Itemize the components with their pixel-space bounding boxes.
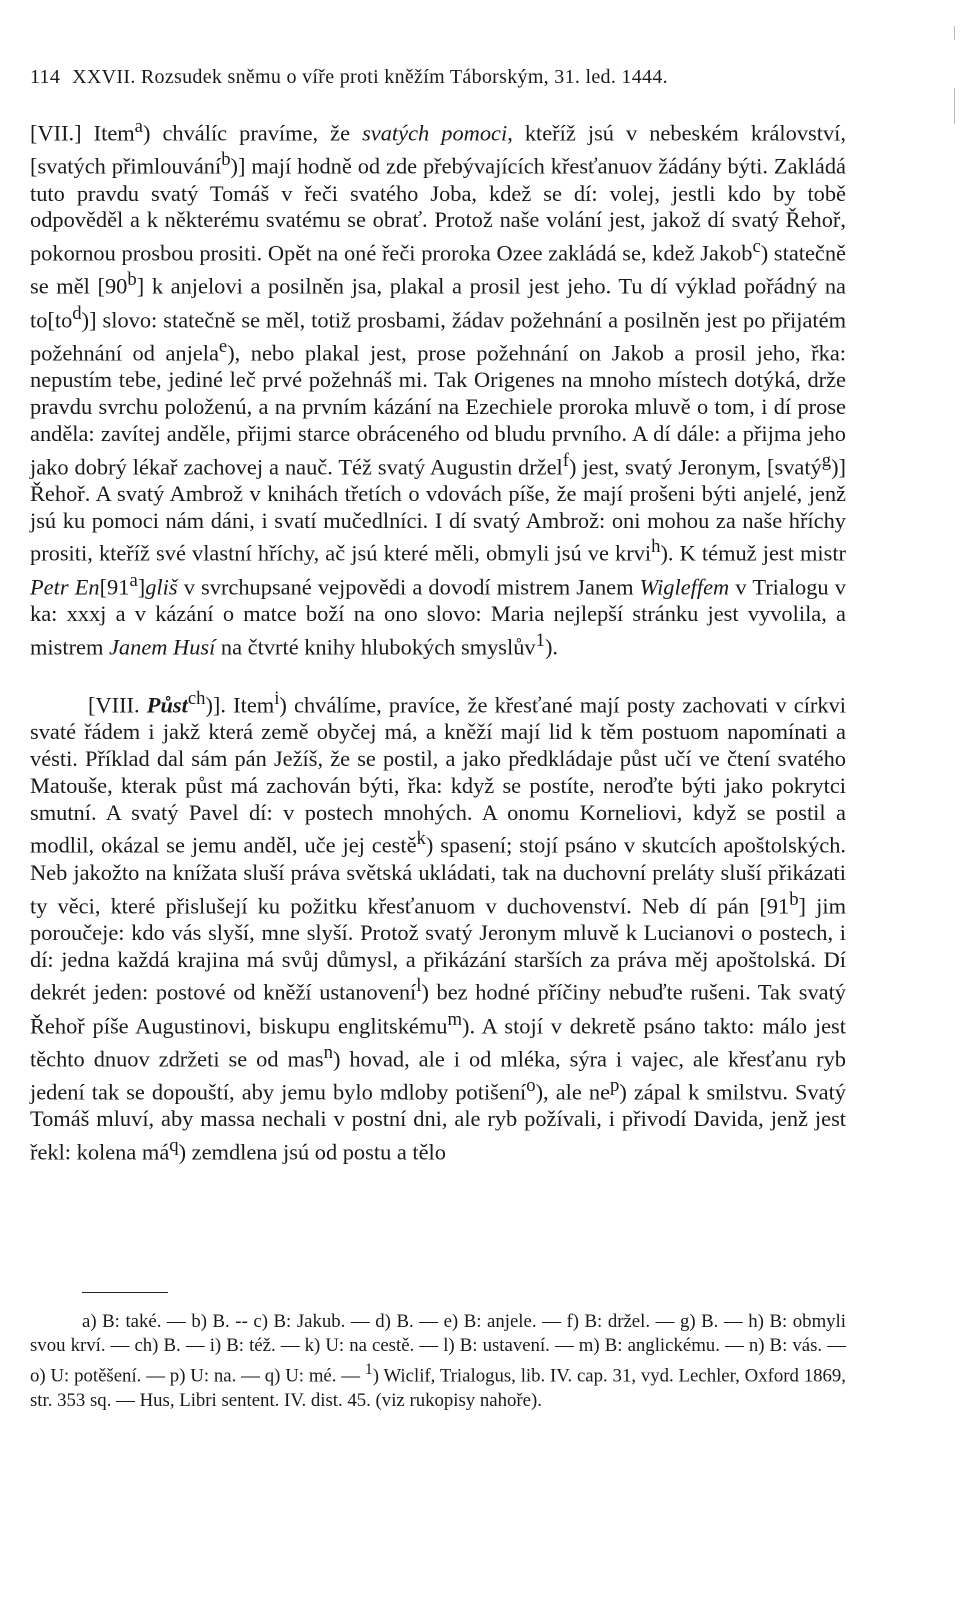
footnote-ref: p bbox=[610, 1075, 620, 1097]
footnote-ref: b bbox=[221, 149, 231, 171]
section-heading: [VII.] Item bbox=[30, 120, 135, 146]
text-run: ) chválíc pravíme, že bbox=[142, 120, 363, 146]
section-heading: [VIII. bbox=[88, 692, 147, 718]
footnote-ref: 1 bbox=[364, 1361, 373, 1379]
footnote-ref: a bbox=[134, 116, 143, 137]
footnote-ref: e bbox=[218, 335, 228, 357]
text-run: v svrchupsané vejpovědi a dovodí mistrem Janem bbox=[177, 574, 640, 600]
text-run: ) zápal k smilstvu. Svatý Tomáš mluví, aby massa nechali v postní dni, ale ryb požívali, i přivodí Davida, jenž jest řekl: kolena má bbox=[30, 1079, 847, 1165]
text-run: ) chválíme, pravíce, že křesťané mají posty zachovati v církvi svaté řádem i jakž která země obyčej má, a kněží mají lid k těm postuom napomínati a vésti. Příklad dal sám pán Ježíš, že se postil, a jako předkládaje půst učí ve čtení svatého Matouše, kterak půst má zachován býti, řka: když se postíte, neroďte býti jako pokrytci smutní. A svatý Pavel dí: v postech mnohých. A onomu Korneliovi, když se postil a modlil, okázal se jemu anděl, uče jej cestě bbox=[30, 692, 846, 858]
scan-edge-mark bbox=[954, 88, 955, 124]
scan-edge-mark bbox=[954, 26, 955, 40]
text-run: )] slovo: statečně se měl, totiž prosbami, žádav požehnání a posilněn jest po přijatém požehnání od anjela bbox=[30, 307, 846, 366]
folio-marker: a bbox=[129, 569, 138, 591]
text-run: na čtvrté knihy hlubokých smyslův bbox=[215, 634, 536, 660]
italic-name: Janem Husí bbox=[108, 634, 216, 660]
italic-term: svatých pomoci bbox=[362, 120, 508, 146]
text-run: ). K témuž jest mistr bbox=[660, 540, 846, 566]
text-run: [91 bbox=[99, 574, 130, 600]
page-number: 114 bbox=[30, 66, 61, 88]
text-run: ) hovad, ale i od mléka, sýra i vajec, ale křesťanu ryb jedení tak se dopouští, aby jemu bylo mdloby potišení bbox=[30, 1046, 846, 1105]
main-text bbox=[30, 114, 846, 1167]
paragraph-viii bbox=[30, 686, 846, 1167]
text-run: ), nebo plakal jest, prose požehnání on Jakob a prosil jeho, řka: nepustím tebe, jediné leč prvé požehnáš mi. Tak Origenes na mnoho místech dotýká, drže pravdu svrchu položenú, a na prvním kázání na Ezechiele proroka mluvě o tom, i dí prose anděla: zavítej anděle, přijmi starce obráceného od bludu prvního. A dí dále: a přijma jeho jako dobrý lékař zachovej a nauč. Též svatý Augustin držel bbox=[30, 340, 846, 480]
text-run: ] k anjelovi a posilněn jsa, plakal a prosil jest jeho. Tu dí výklad pořádný na to[to bbox=[30, 273, 846, 333]
folio-marker: b bbox=[127, 269, 137, 291]
text-run: ] bbox=[137, 574, 146, 600]
footnote-ref: i bbox=[274, 688, 280, 710]
footnote-ref: f bbox=[562, 449, 569, 471]
footnote-block bbox=[30, 1310, 846, 1413]
text-run: ) jest, svatý Jeronym, [svatý bbox=[568, 454, 822, 480]
footnote-divider bbox=[82, 1292, 168, 1293]
text-run: ) zemdlena jsú od postu a tělo bbox=[178, 1139, 446, 1165]
folio-marker: b bbox=[789, 888, 799, 910]
footnote-ref: ch bbox=[187, 688, 206, 710]
italic-name: gliš bbox=[145, 574, 178, 600]
section-title: Půst bbox=[146, 692, 188, 718]
footnote-ref: h bbox=[651, 536, 661, 558]
italic-name: Petr En bbox=[30, 574, 100, 600]
text-run: ). bbox=[544, 634, 558, 660]
text-run: v Trialogu v ka: xxxj a v kázání o matce boží na ono slovo: Maria nejlepší stránku jest vyvolila, a mistrem bbox=[30, 574, 846, 660]
footnote-ref: n bbox=[323, 1041, 333, 1063]
footnote-ref: m bbox=[447, 1008, 462, 1030]
text-run: )] mají hodně od zde přebývajících křesťanuov žádány býti. Zakládá tuto pravdu svatý Tomáš v řeči svatého Joba, kdež se dí: volej, jestli kdo by tobě odpověděl a k některému svatému se obrať. Protož naše volání jest, jakož dí svatý Řehoř, pokornou prosbou prositi. Opět na oné řeči proroka Ozee zakládá se, kdež Jakob bbox=[30, 153, 846, 266]
text-run: ) bez hodné příčiny nebuďte rušeni. Tak svatý Řehoř píše Augustinovi, biskupu englitskému bbox=[30, 979, 846, 1039]
footnote-ref: o bbox=[526, 1075, 536, 1097]
footnote-ref: d bbox=[72, 302, 82, 324]
footnote-ref: g bbox=[821, 449, 832, 471]
text-run: )] Řehoř. A svatý Ambrož v knihách třetích o vdovách píše, že mají prošeni býti anjelé, jenž jsú ku pomoci nám dáni, i svatí mučedlníci. I dí svatý Ambrož: oni mohou za naše hříchy prositi, kteříž své vlastní hříchy, ač jsú které měli, obmyli jsú ve krvi bbox=[30, 454, 846, 566]
text-run: )]. Item bbox=[205, 692, 275, 718]
footnote-ref: l bbox=[416, 975, 422, 997]
footnote-ref: c bbox=[752, 236, 761, 258]
text-run: ), ale ne bbox=[535, 1079, 611, 1105]
text-run: , kteříž jsú v nebeském království, [svatých přimlouvání bbox=[30, 120, 846, 179]
footnote-ref: 1 bbox=[535, 629, 545, 651]
variant-notes: a) B: také. — b) B. -- c) B: Jakub. — d) B. — e) B: anjele. — f) B: držel. — g) B. — h) B: obmyli svou krví. — ch) B. — i) B: též. — k) U: na cestě. — l) B: ustavení. — m) B: anglickému. — n) B: vás. — o) U: potěšení. — p) U: na. — q) U: mé. — bbox=[30, 1311, 846, 1387]
running-header bbox=[30, 66, 846, 89]
footnote-ref: k bbox=[416, 828, 426, 850]
text-run: ) statečně se měl [90 bbox=[30, 240, 846, 299]
text-run: ] jim poroučeje: kdo vás slyší, mne slyší. Protož svatý Jeronym mluvě k Lucianovi o postech, i dí: jedna každá krajina má svůj důmysl, a přikázání starších za práva měj apoštolská. Dí dekrét jeden: postové od kněží ustanovení bbox=[30, 893, 846, 1005]
text-run: ) spasení; stojí psáno v skutcích apoštolských. Neb jakožto na knížata sluší práva světská ukládati, tak na duchovní preláty sluší přikázati ty věci, které přislušejí ku požitku křesťanuom v duchovenství. Neb dí pán [91 bbox=[30, 832, 846, 919]
footnotes bbox=[30, 1310, 846, 1413]
footnote-ref: q bbox=[169, 1135, 179, 1157]
running-title: XXVII. Rozsudek sněmu o víře proti kněžím Táborským, 31. led. 1444. bbox=[72, 66, 668, 88]
italic-name: Wigleffem bbox=[639, 574, 730, 600]
paragraph-vii bbox=[30, 114, 846, 661]
source-notes: ) Wiclif, Trialogus, lib. IV. cap. 31, vyd. Lechler, Oxford 1869, str. 353 sq. — Hus, Libri sentent. IV. dist. 45. (viz rukopisy nahoře). bbox=[30, 1365, 846, 1411]
text-run: ). A stojí v dekretě psáno takto: málo jest těchto dnuov zdržeti se od mas bbox=[30, 1013, 846, 1072]
